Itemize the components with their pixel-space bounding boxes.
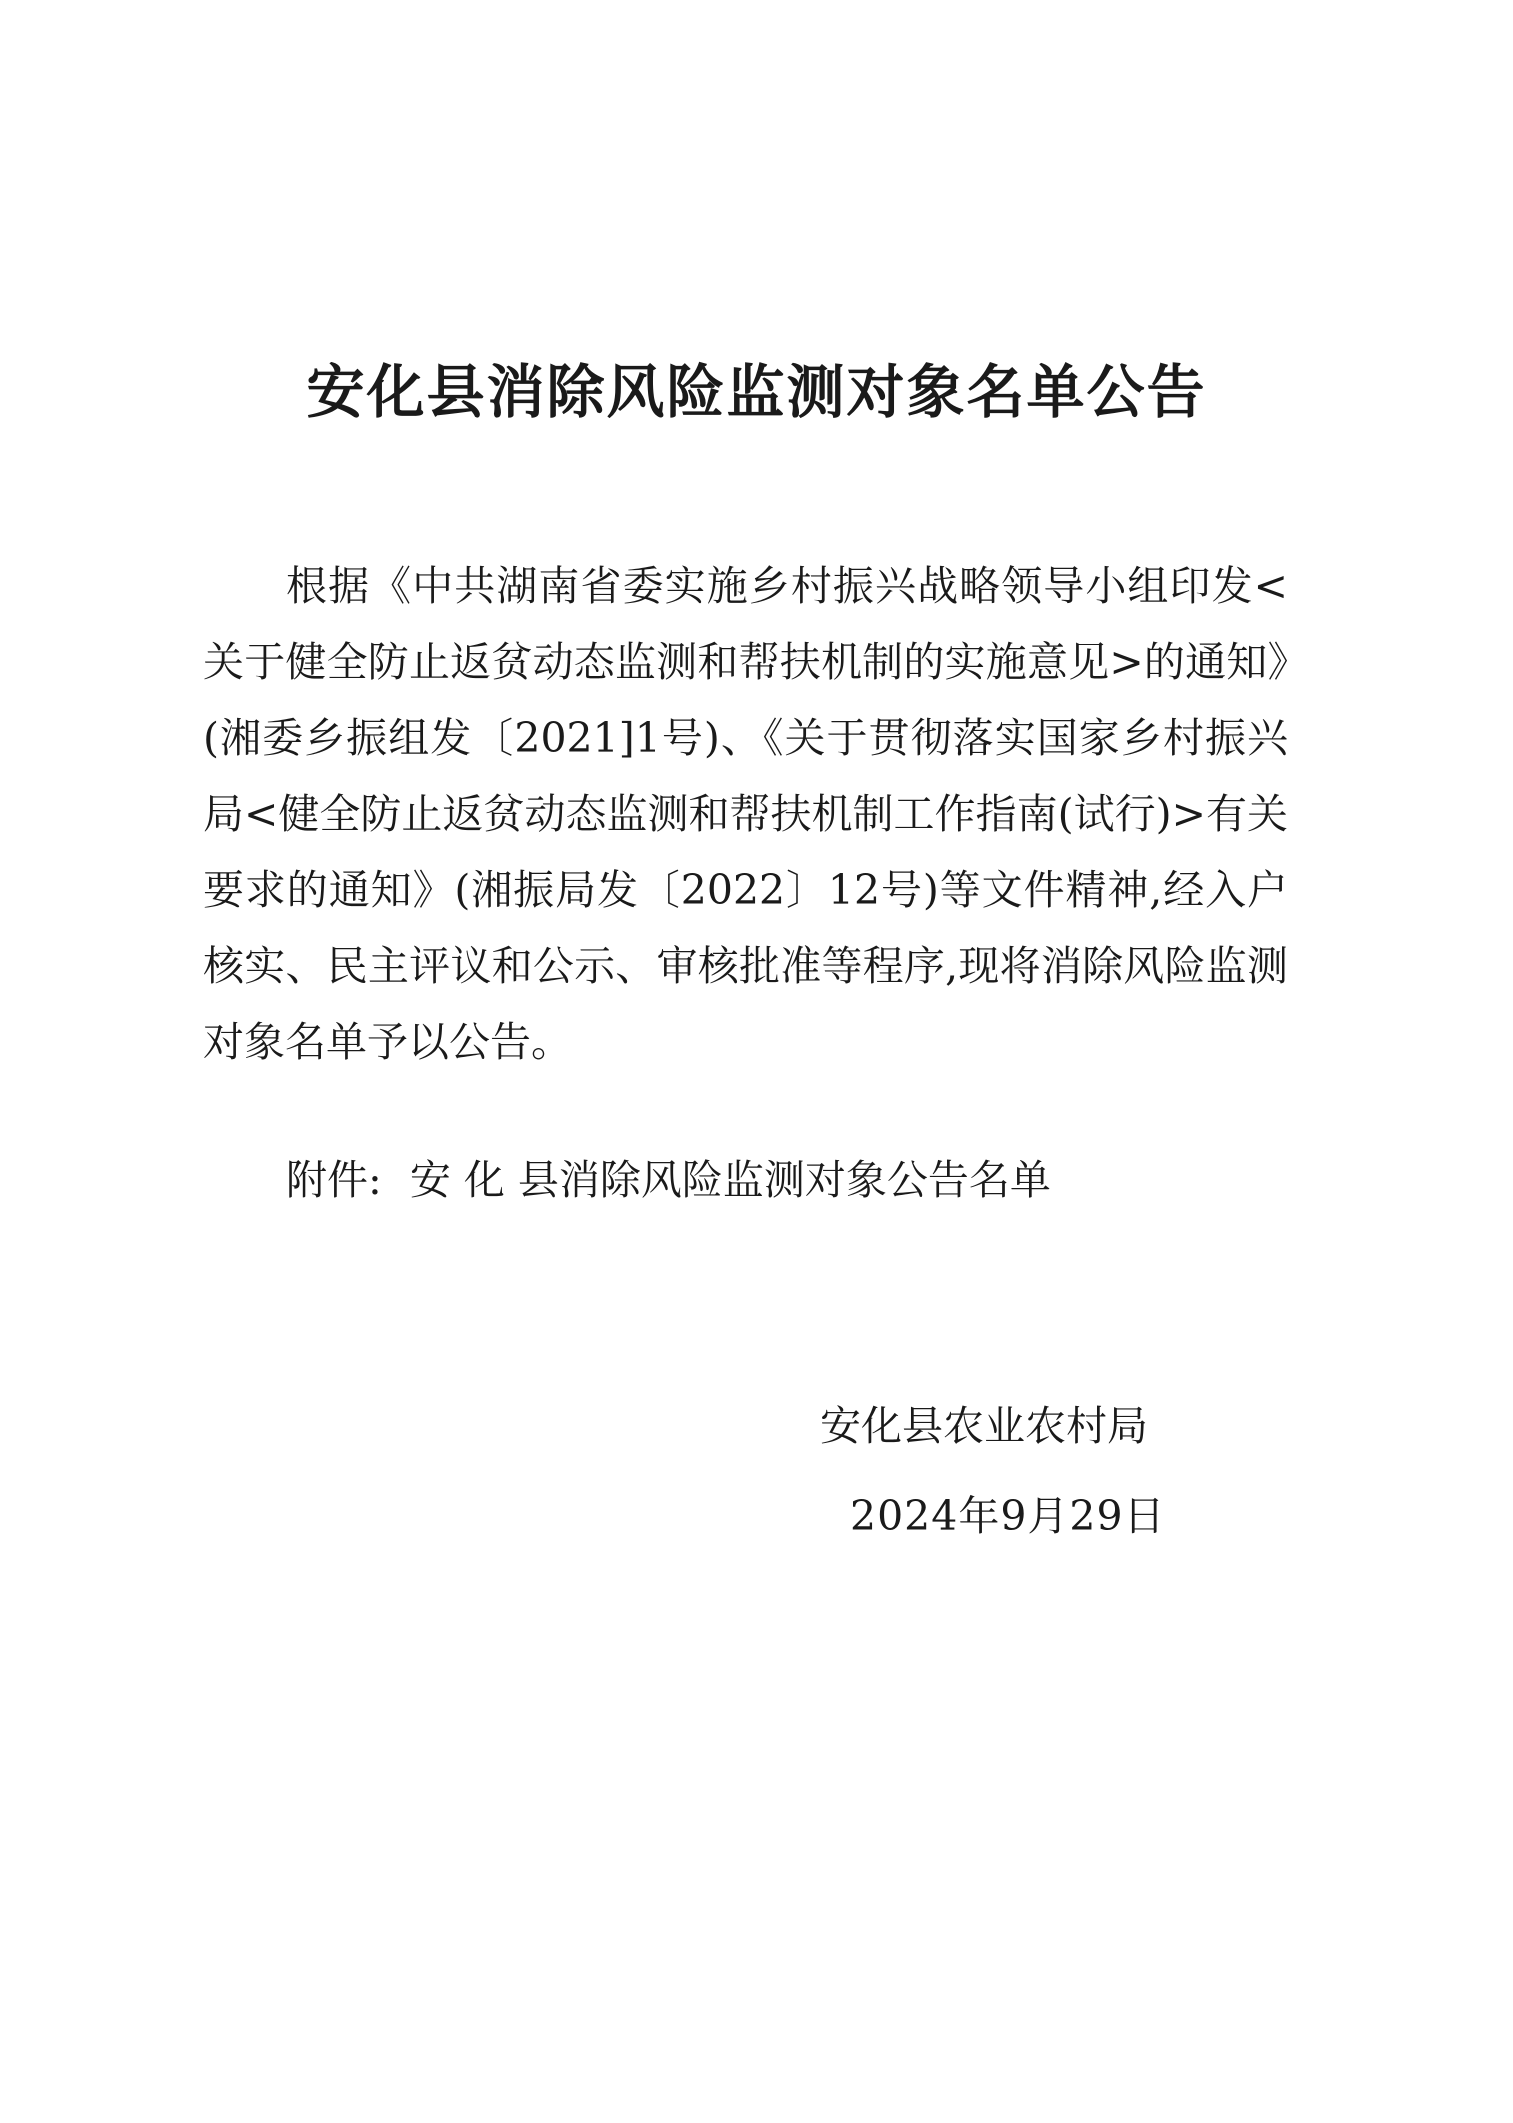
- issue-date: 2024年9月29日: [850, 1492, 1166, 1540]
- signature-block: [820, 1388, 1280, 1554]
- attachment-label: 附件:: [286, 1156, 382, 1204]
- attachment-line: [286, 1142, 1286, 1218]
- issuer-name: 安化县农业农村局: [820, 1402, 1148, 1450]
- attachment-title: 安 化 县消除风险监测对象公告名单: [409, 1156, 1051, 1204]
- document-body-paragraph: 根据《中共湖南省委实施乡村振兴战略领导小组印发<关于健全防止返贫动态监测和帮扶机制的实施意见>的通知》(湘委乡振组发〔2021]1号)、《关于贯彻落实国家乡村振兴局<健全防止返贫动态监测和帮扶机制工作指南(试行)>有关要求的通知》(湘振局发〔2022〕12号)等文件精神,经入户核实、民主评议和公示、审核批准等程序,现将消除风险监测对象名单予以公告。: [203, 562, 1288, 1066]
- document-title: 安化县消除风险监测对象名单公告: [306, 358, 1207, 426]
